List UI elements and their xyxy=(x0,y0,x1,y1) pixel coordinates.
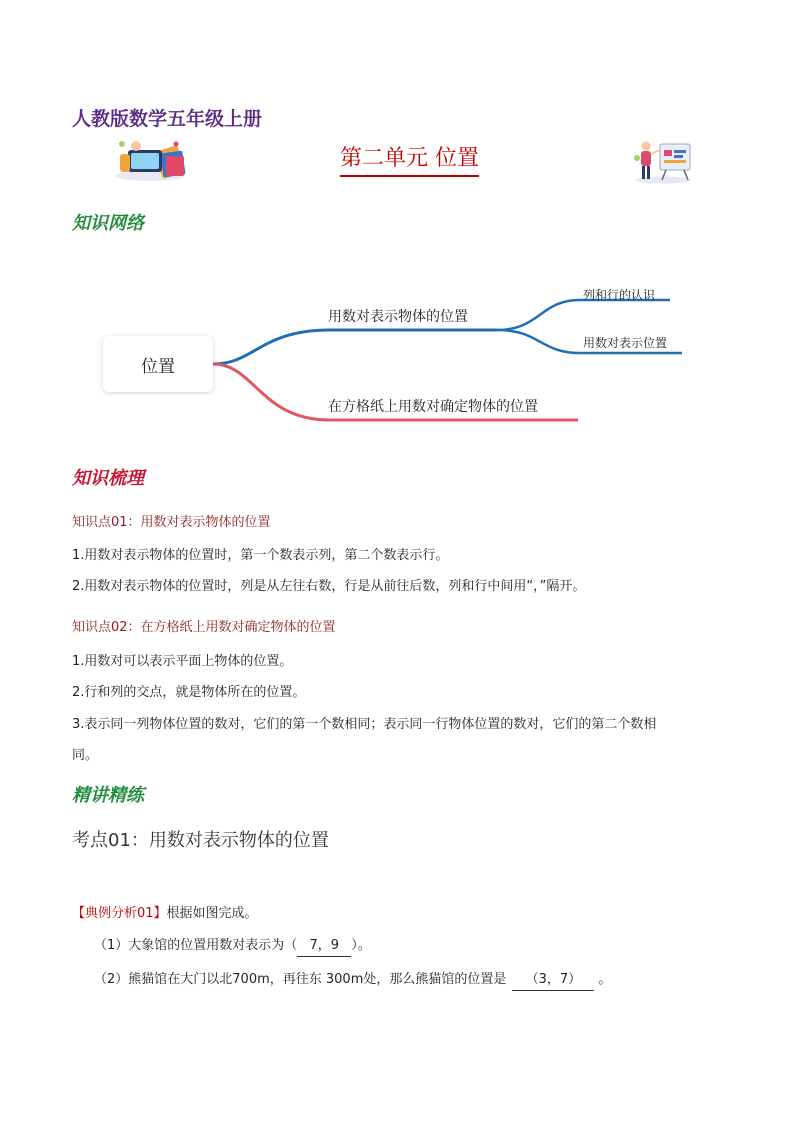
question-2 xyxy=(94,970,611,991)
section-practice-heading: 精讲精练 xyxy=(72,785,144,806)
q1-answer-blank: 7，9 xyxy=(297,936,351,957)
unit-title: 第二单元 位置 xyxy=(340,145,479,177)
q2-prefix: （2）熊猫馆在大门以北700m，再往东 300m处，那么熊猫馆的位置是 xyxy=(94,972,507,987)
q1-prefix: （1）大象馆的位置用数对表示为（ xyxy=(94,938,298,953)
kp2-line-3: 3.表示同一列物体位置的数对，它们的第一个数相同；表示同一行物体位置的数对，它们的第二个数相 xyxy=(72,717,657,732)
kp2-line-1: 1.用数对可以表示平面上物体的位置。 xyxy=(72,654,293,669)
section-network-heading: 知识网络 xyxy=(72,213,144,234)
kp1-line-2: 2.用数对表示物体的位置时，列是从左往右数，行是从前往后数，列和行中间用“，”隔开。 xyxy=(72,579,586,594)
example-text: 根据如图完成。 xyxy=(166,906,258,921)
book-title: 人教版数学五年级上册 xyxy=(72,108,263,130)
mindmap-root-node xyxy=(103,336,213,392)
knowledge-point-2-title: 知识点02：在方格纸上用数对确定物体的位置 xyxy=(72,620,336,635)
knowledge-point-1-title: 知识点01：用数对表示物体的位置 xyxy=(72,515,271,530)
study-illustration-icon xyxy=(112,138,188,182)
teacher-board-illustration-icon xyxy=(632,138,694,184)
exam-point-title: 考点01：用数对表示物体的位置 xyxy=(72,830,329,851)
q2-answer-blank: （3，7） xyxy=(512,970,594,991)
example-tag: 【典例分析01】 xyxy=(72,906,167,921)
q1-suffix: ）。 xyxy=(351,938,371,953)
mindmap-root-label: 位置 xyxy=(141,356,175,377)
section-review-heading: 知识梳理 xyxy=(72,468,144,489)
mindmap-branch-1: 用数对表示物体的位置 xyxy=(328,309,468,325)
question-1 xyxy=(94,936,371,957)
mindmap-branch-2: 在方格纸上用数对确定物体的位置 xyxy=(328,399,538,415)
kp2-line-4: 同。 xyxy=(72,748,99,763)
mindmap-leaf-2: 用数对表示位置 xyxy=(583,336,668,350)
kp1-line-1: 1.用数对表示物体的位置时，第一个数表示列，第二个数表示行。 xyxy=(72,548,449,563)
kp2-line-2: 2.行和列的交点，就是物体所在的位置。 xyxy=(72,685,306,700)
example-heading xyxy=(72,904,258,924)
mindmap-leaf-1: 列和行的认识 xyxy=(583,288,656,302)
q2-suffix: 。 xyxy=(598,972,612,987)
